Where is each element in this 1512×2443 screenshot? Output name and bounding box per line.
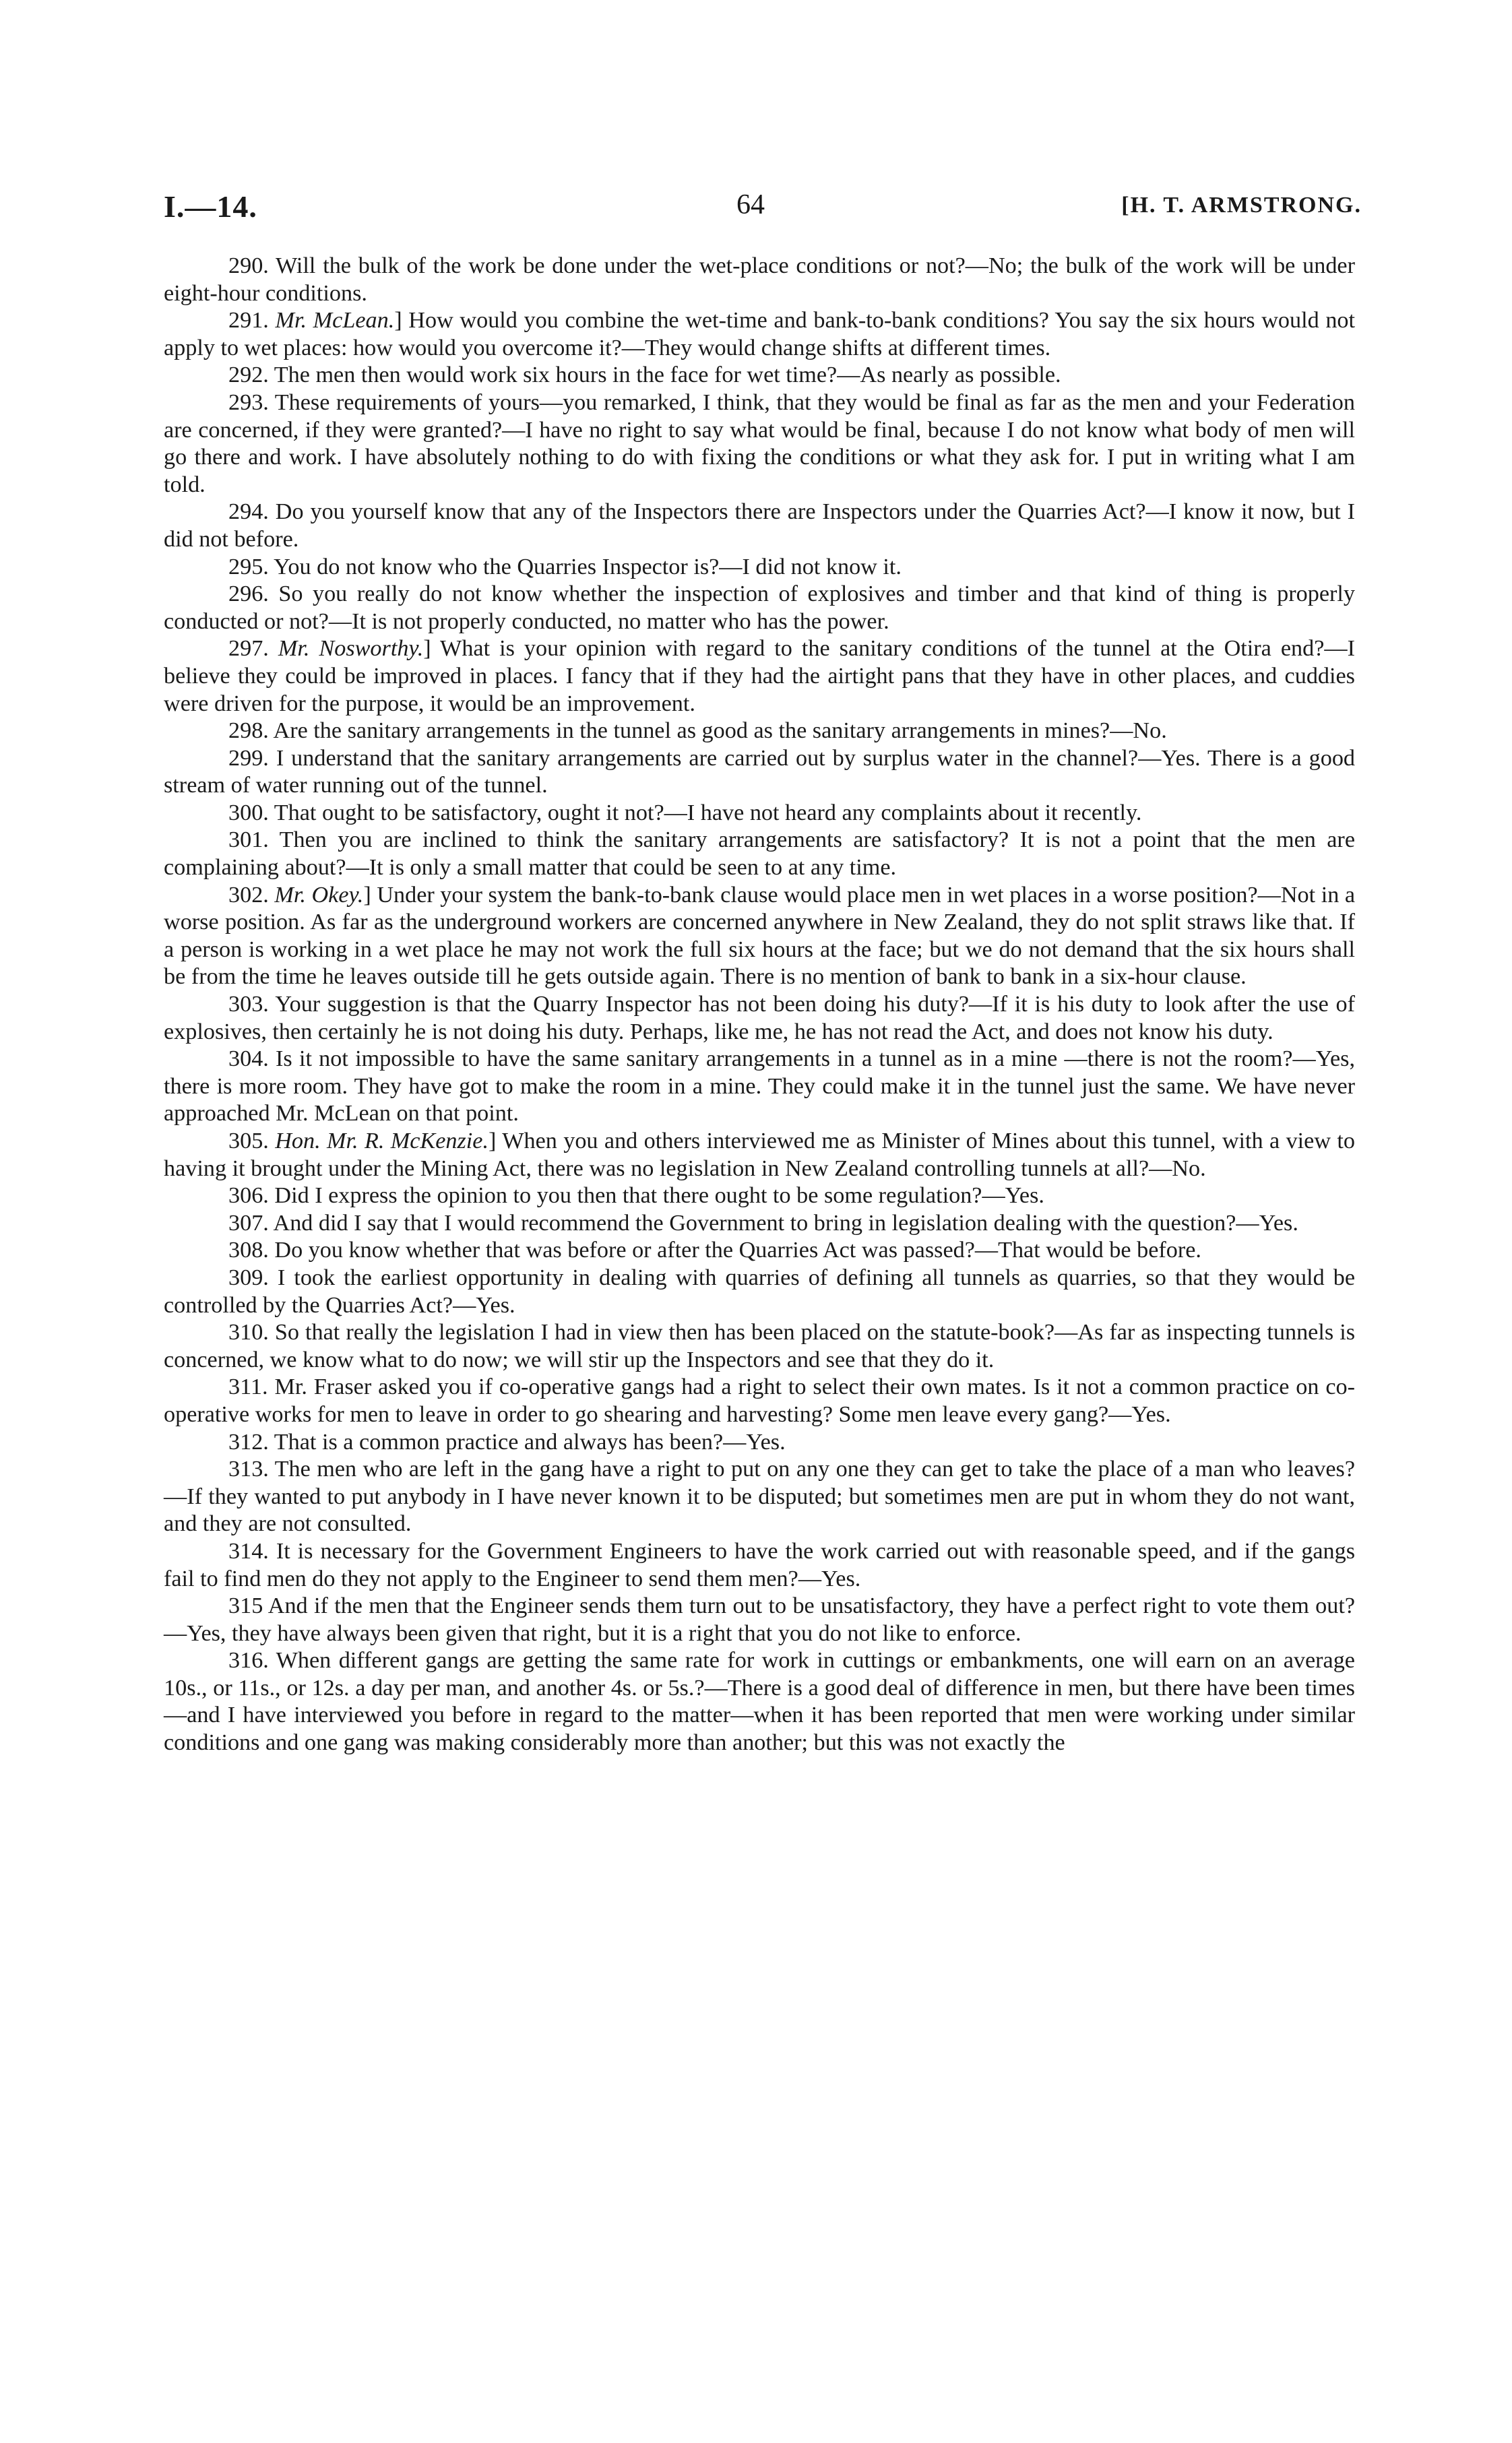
- question-number: 316.: [228, 1648, 269, 1674]
- question-text: The men who are left in the gang have a right to put on any one they can get to take the place of a man who leaves?—If they wanted to put anybody in I have never known it to be disputed; but sometimes men are put in whom they do not want, and they are not consulted.: [164, 1457, 1355, 1537]
- question-text: Mr. Fraser asked you if co-operative gangs had a right to select their own mates. Is it not a common practice on co-operative works for men to leave in order to go shearing and harvesting? Some men leave every gang?—Yes.: [164, 1374, 1355, 1427]
- speaker-name: Mr. Okey.: [274, 882, 364, 908]
- question-296: [164, 581, 1355, 635]
- witness-name: [H. T. ARMSTRONG.: [1121, 193, 1362, 218]
- question-number: 314.: [228, 1538, 269, 1564]
- question-number: 301.: [228, 827, 269, 853]
- page-number: 64: [736, 189, 765, 220]
- question-text: That is a common practice and always has been?—Yes.: [274, 1429, 786, 1455]
- question-text: Is it not impossible to have the same sanitary arrangements in a tunnel as in a mine —there is not the room?—Yes, there is more room. They have got to make the room in a mine. They could make it in the tunnel just the same. We have never approached Mr. McLean on that point.: [164, 1046, 1355, 1127]
- question-text: When different gangs are getting the same rate for work in cuttings or embankments, one will earn on an average 10s., or 11s., or 12s. a day per man, and another 4s. or 5s.?—There is a good deal of difference in men, but there have been times—and I have interviewed you before in regard to the matter—when it has been reported that men were working under similar conditions and one gang was making considerably more than another; but this was not exactly the: [164, 1648, 1355, 1756]
- question-302: [164, 882, 1355, 991]
- question-313: [164, 1456, 1355, 1538]
- question-number: 293.: [228, 389, 269, 415]
- question-290: [164, 253, 1355, 307]
- question-291: [164, 307, 1355, 362]
- question-text: Then you are inclined to think the sanitary arrangements are satisfactory? It is not a point that the men are complaining about?—It is only a small matter that could be seen to at any time.: [164, 827, 1355, 881]
- question-text: When you and others interviewed me as Minister of Mines about this tunnel, with a view to having it brought under the Mining Act, there was no legislation in New Zealand controlling tunnels at all?—No.: [164, 1129, 1356, 1181]
- question-number: 295.: [228, 554, 269, 579]
- question-number: 298.: [228, 718, 269, 744]
- question-number: 307.: [228, 1210, 269, 1236]
- speaker-name: Mr. Nosworthy.: [278, 636, 424, 662]
- question-text: The men then would work six hours in the face for wet time?—As nearly as possible.: [274, 362, 1061, 388]
- question-300: [164, 800, 1355, 827]
- speaker-name: Hon. Mr. R. McKenzie.: [275, 1129, 489, 1153]
- question-316: [164, 1647, 1355, 1756]
- speaker-bracket: ]: [489, 1129, 497, 1153]
- question-number: 302.: [228, 882, 269, 908]
- question-294: [164, 499, 1355, 553]
- question-292: [164, 362, 1355, 389]
- question-number: 296.: [228, 581, 269, 607]
- question-number: 305.: [228, 1129, 269, 1153]
- question-307: [164, 1210, 1355, 1238]
- question-text: Do you yourself know that any of the Inspectors there are Inspectors under the Quarries Act?—I know it now, but I did not before.: [164, 499, 1356, 552]
- question-text: Are the sanitary arrangements in the tunnel as good as the sanitary arrangements in mines?—No.: [273, 718, 1167, 744]
- question-text: And did I say that I would recommend the Government to bring in legislation dealing with the question?—Yes.: [273, 1210, 1298, 1236]
- question-315: [164, 1593, 1355, 1647]
- question-text: Will the bulk of the work be done under the wet-place conditions or not?—No; the bulk of the work will be under eight-hour conditions.: [164, 253, 1355, 306]
- question-314: [164, 1538, 1355, 1593]
- question-number: 290.: [228, 253, 269, 278]
- question-304: [164, 1046, 1355, 1128]
- paper-number: I.—14.: [164, 189, 257, 224]
- question-number: 312.: [228, 1429, 269, 1455]
- question-303: [164, 991, 1355, 1046]
- question-number: 303.: [228, 992, 269, 1017]
- question-297: [164, 635, 1355, 718]
- question-305: [164, 1128, 1355, 1182]
- question-number: 313.: [228, 1457, 269, 1482]
- question-293: [164, 389, 1355, 499]
- question-text: Do you know whether that was before or after the Quarries Act was passed?—That would be before.: [274, 1238, 1201, 1263]
- question-number: 300.: [228, 800, 269, 825]
- question-298: [164, 718, 1355, 745]
- speaker-name: Mr. McLean.: [275, 308, 395, 334]
- question-text: And if the men that the Engineer sends them turn out to be unsatisfactory, they have a perfect right to vote them out?—Yes, they have always been given that right, but it is a right that you do not like to enforce.: [164, 1593, 1355, 1646]
- question-312: [164, 1429, 1355, 1457]
- question-308: [164, 1237, 1355, 1265]
- question-text: So you really do not know whether the inspection of explosives and timber and that kind of thing is properly conducted or not?—It is not properly conducted, no matter who has the power.: [164, 581, 1355, 634]
- question-text: Did I express the opinion to you then that there ought to be some regulation?—Yes.: [274, 1183, 1044, 1209]
- speaker-bracket: ]: [363, 882, 371, 908]
- question-text: These requirements of yours—you remarked, I think, that they would be final as far as the men and your Federation are concerned, if they were granted?—I have no right to say what would be final, because I do not know what body of men will go there and work. I have absolutely nothing to do with fixing the conditions or what they ask for. I put in writing what I am told.: [164, 389, 1355, 497]
- question-text: How would you combine the wet-time and bank-to-bank conditions? You say the six hours would not apply to wet places: how would you overcome it?—They would change shifts at different times.: [164, 308, 1356, 360]
- question-text: What is your opinion with regard to the sanitary conditions of the tunnel at the Otira end?—I believe they could be improved in places. I fancy that if they had the airtight pans that they have in other places, and cuddies were driven for the purpose, it would be an improvement.: [164, 636, 1355, 716]
- evidence-text: [164, 253, 1355, 1757]
- question-number: 306.: [228, 1183, 269, 1209]
- question-text: It is necessary for the Government Engineers to have the work carried out with reasonable speed, and if the gangs fail to find men do they not apply to the Engineer to send them men?—Yes.: [164, 1538, 1356, 1591]
- question-309: [164, 1265, 1355, 1319]
- question-number: 292.: [228, 362, 269, 388]
- question-text: That ought to be satisfactory, ought it not?—I have not heard any complaints about it recently.: [274, 800, 1142, 825]
- question-number: 304.: [228, 1046, 269, 1072]
- question-number: 315: [228, 1593, 263, 1619]
- question-311: [164, 1374, 1355, 1428]
- question-number: 310.: [228, 1320, 269, 1345]
- question-text: Under your system the bank-to-bank clause would place men in wet places in a worse position?—Not in a worse position. As far as the underground workers are concerned anywhere in New Zealand, they do not split straws like that. If a person is working in a wet place he may not work the full six hours at the face; but we do not demand that the six hours shall be from the time he leaves outside till he gets outside again. There is no mention of bank to bank in a six-hour clause.: [164, 882, 1356, 990]
- question-number: 309.: [228, 1265, 269, 1290]
- question-number: 297.: [228, 636, 269, 662]
- question-text: Your suggestion is that the Quarry Inspector has not been doing his duty?—If it is his duty to look after the use of explosives, then certainly he is not doing his duty. Perhaps, like me, he has not read the Act, and does not know his duty.: [164, 992, 1356, 1044]
- question-299: [164, 745, 1355, 800]
- question-310: [164, 1319, 1355, 1374]
- question-306: [164, 1182, 1355, 1210]
- question-number: 294.: [228, 499, 269, 525]
- question-301: [164, 827, 1355, 881]
- question-number: 299.: [228, 745, 269, 771]
- question-number: 308.: [228, 1238, 269, 1263]
- question-number: 311.: [228, 1374, 268, 1400]
- speaker-bracket: ]: [423, 636, 431, 662]
- question-text: You do not know who the Quarries Inspector is?—I did not know it.: [274, 554, 902, 579]
- speaker-bracket: ]: [394, 308, 402, 334]
- question-text: So that really the legislation I had in view then has been placed on the statute-book?—As far as inspecting tunnels is concerned, we know what to do now; we will stir up the Inspectors and see that they do it.: [164, 1320, 1356, 1372]
- question-text: I understand that the sanitary arrangements are carried out by surplus water in the channel?—Yes. There is a good stream of water running out of the tunnel.: [164, 745, 1356, 798]
- page-header: [164, 189, 1362, 229]
- question-295: [164, 554, 1355, 581]
- question-text: I took the earliest opportunity in dealing with quarries of defining all tunnels as quarries, so that they would be controlled by the Quarries Act?—Yes.: [164, 1265, 1355, 1318]
- question-number: 291.: [228, 308, 269, 334]
